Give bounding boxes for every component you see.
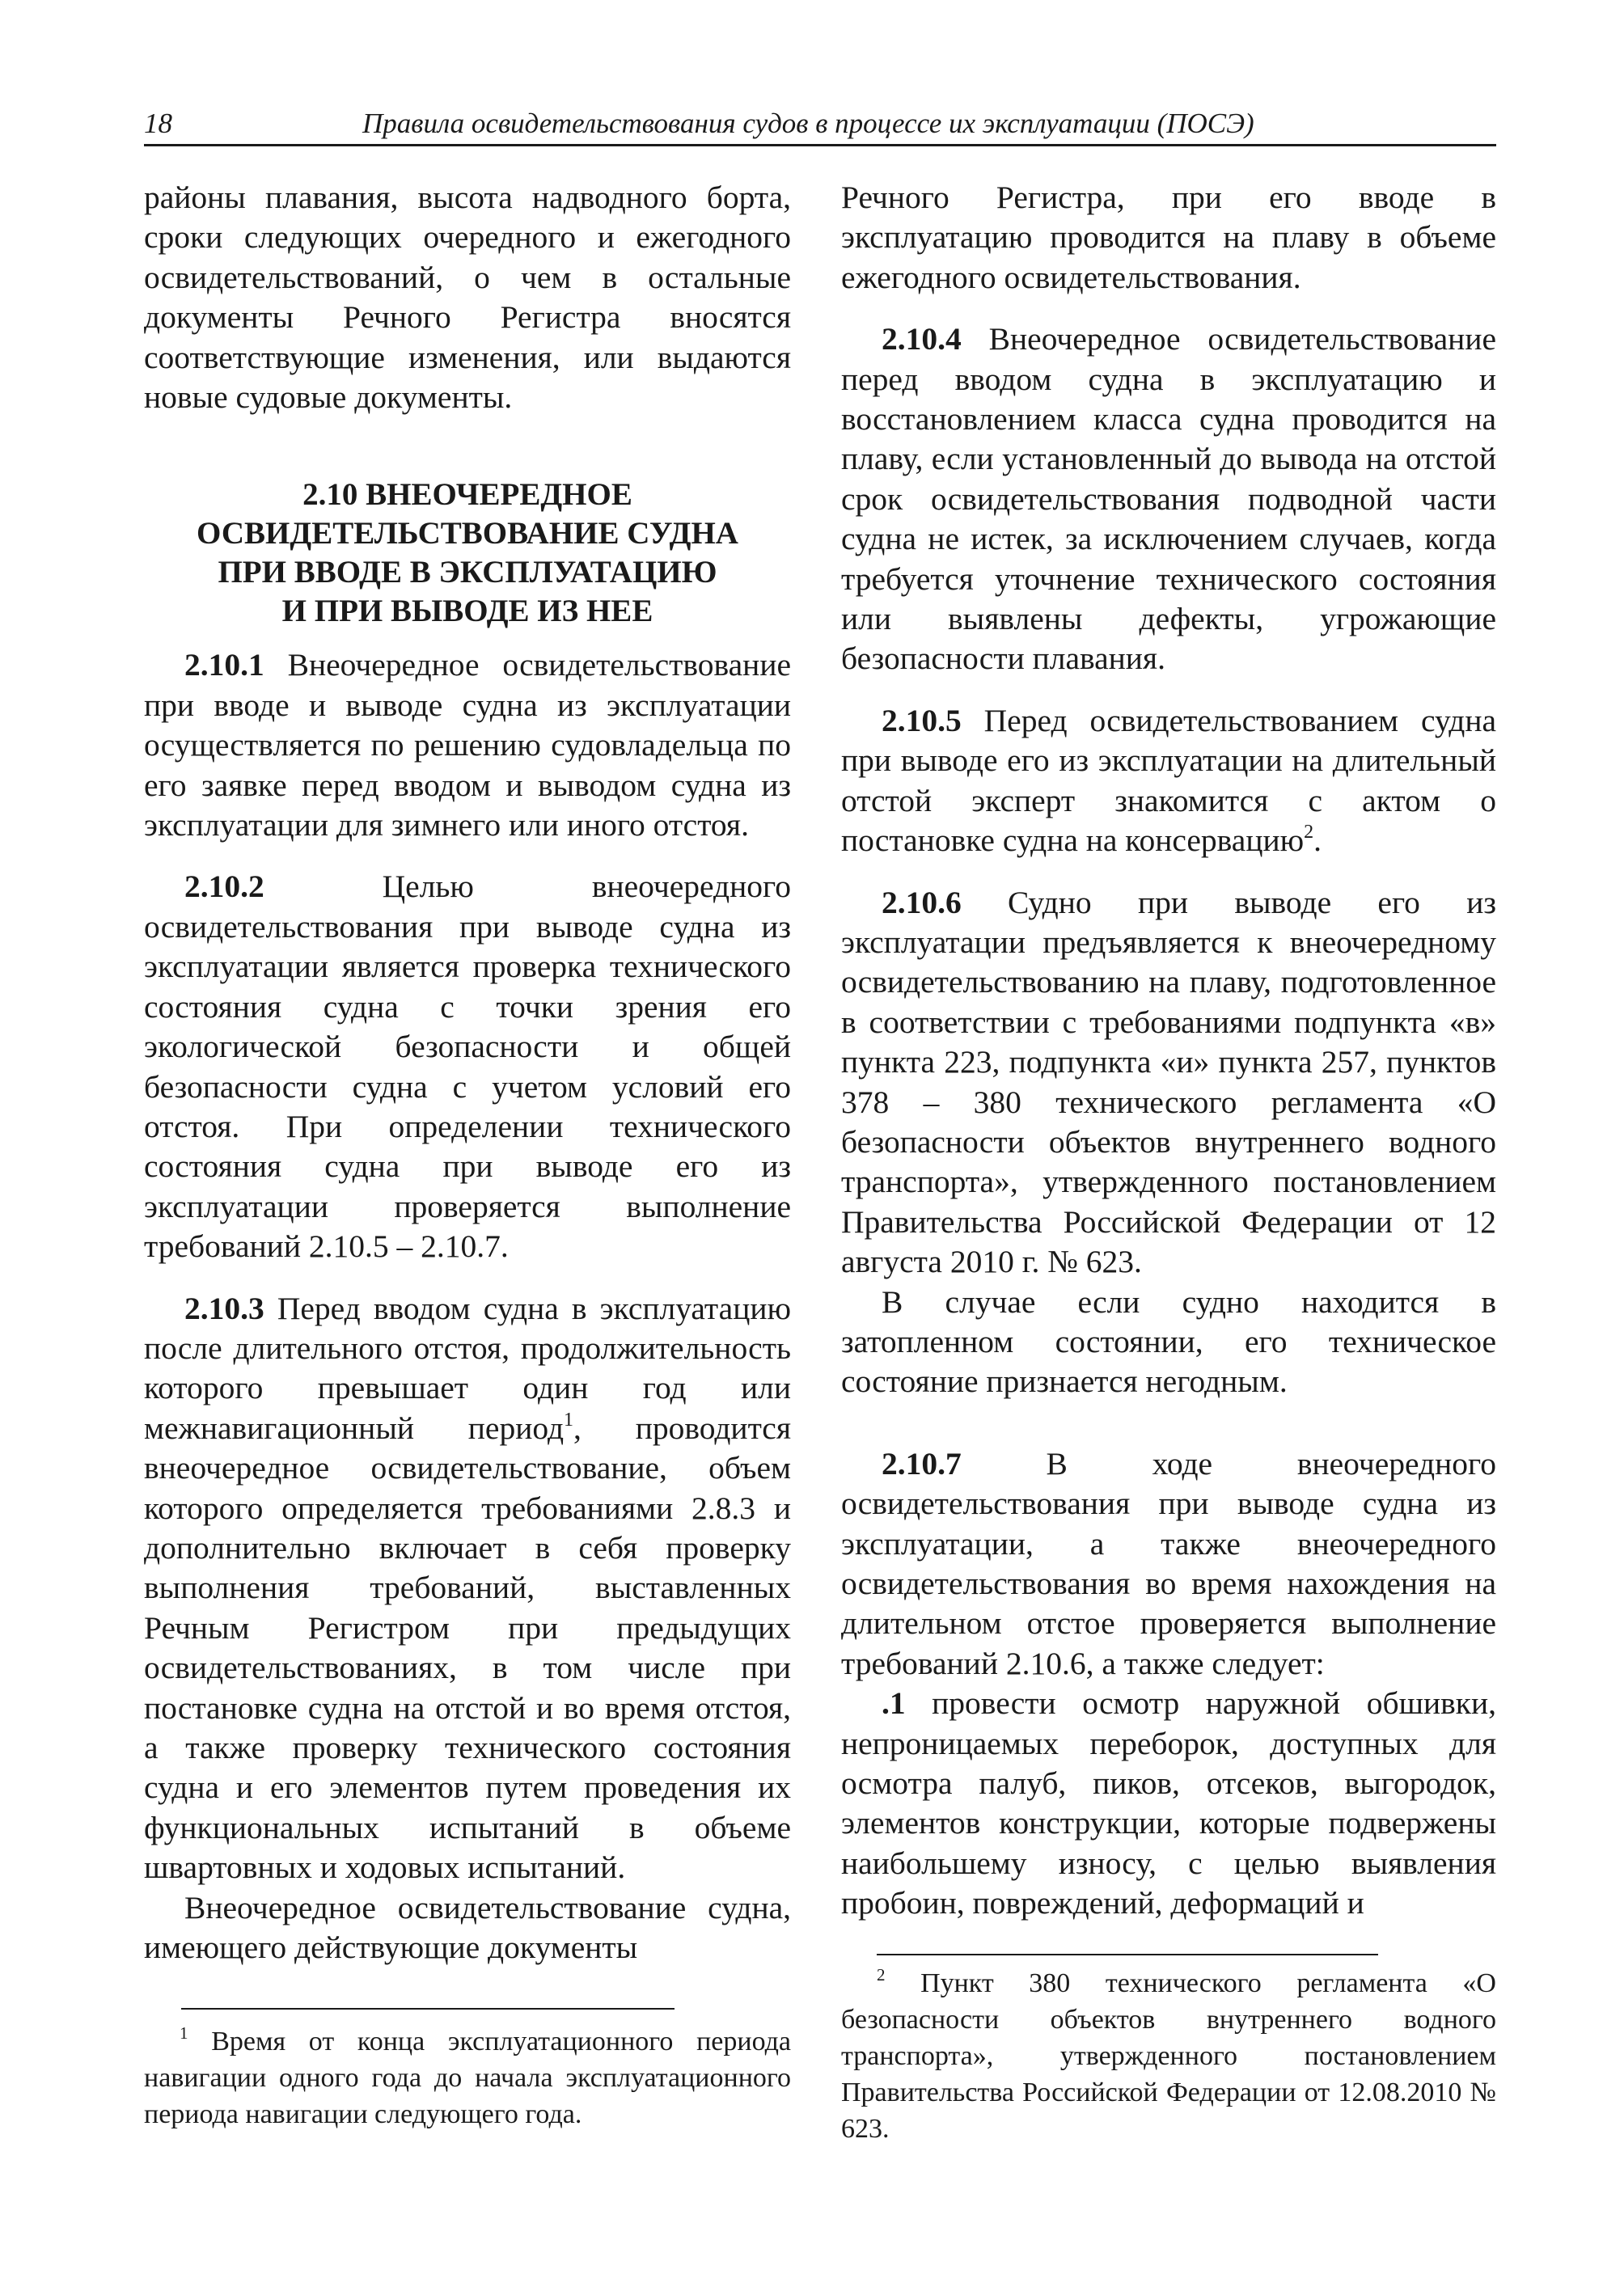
paragraph-flooded: В случае если судно находится в затопленном состоянии, его техническое состояние признается негодным.: [841, 1283, 1496, 1400]
running-header: [144, 104, 1496, 146]
paragraph-2-10-2: [144, 867, 791, 1266]
footnote-2: [841, 1965, 1496, 2147]
footnote-ref: 2: [1304, 822, 1314, 843]
clause-text: Судно при выводе его из эксплуатации предъявляется к внеочередному освидетельствованию на плаву, подготовленное в соответствии с требованиями подпункта «в» пункта 223, подпункта «и» пункта 257, пунктов 378 – 380 технического регламента «О безопасности объектов внутреннего водного транспорта», утвержденного постановлением Правительства Российской Федерации от 12 августа 2010 г. № 623.: [841, 884, 1496, 1280]
paragraph-2-10-5: [841, 701, 1496, 861]
footnote-rule: [181, 2008, 675, 2010]
clause-number: 2.10.1: [184, 647, 264, 683]
clause-number: 2.10.5: [882, 702, 962, 738]
clause-text: Внеочередное освидетельствование перед вводом судна в эксплуатацию и восстановлением класса судна проводится на плаву, если установленный до вывода на отстой срок освидетельствования подводной части судна не истек, за исключением случаев, когда требуется уточнение технического состояния или выявлены дефекты, угрожающие безопасности плавания.: [841, 321, 1496, 677]
paragraph-continuation: Речного Регистра, при его вводе в эксплуатацию проводится на плаву в объеме ежегодного освидетельствования.: [841, 180, 1496, 295]
paragraph-2-10-7: [841, 1444, 1496, 1684]
clause-end: .: [1313, 822, 1322, 859]
footnote-text: Пункт 380 технического регламента «О безопасности объектов внутреннего водного транспорта», утвержденного постановлением Правительства Российской Федерации от 12.08.2010 № 623.: [841, 1968, 1496, 2144]
list-item-1: [841, 1684, 1496, 1923]
clause-number: 2.10.7: [882, 1445, 962, 1482]
section-title: [144, 476, 791, 631]
paragraph-extra: Внеочередное освидетельствование судна, имеющего действующие документы: [144, 1889, 791, 1966]
section-title-line: И ПРИ ВЫВОДЕ ИЗ НЕЕ: [281, 594, 653, 629]
item-number: .1: [882, 1685, 906, 1722]
right-column: [841, 178, 1496, 1924]
footnote-rule: [877, 1954, 1378, 1955]
clause-text: Перед вводом судна в эксплуатацию после длительного отстоя, продолжительность которого превышает один год или межнавигационный период: [144, 1290, 791, 1446]
clause-text: Внеочередное освидетельствование при вводе и выводе судна из эксплуатации осуществляется по решению судовладельца по его заявке перед вводом и выводом судна из эксплуатации для зимнего или иного отстоя.: [144, 647, 791, 843]
clause-text: В ходе внеочередного освидетельствования при выводе судна из эксплуатации, а также внеочередного освидетельствования во время нахождения на длительном отстое проверяется выполнение требований 2.10.6, а также следует:: [841, 1445, 1496, 1681]
footnote-mark: 1: [180, 2023, 188, 2043]
paragraph-2-10-4: [841, 319, 1496, 679]
paragraph-2-10-6: [841, 883, 1496, 1283]
clause-text: Целью внеочередного освидетельствования при выводе судна из эксплуатации является проверка технического состояния судна с точки зрения его экологической безопасности и общей безопасности судна с учетом условий его отстоя. При определении технического состояния судна при выводе его из эксплуатации проверяется выполнение требований 2.10.5 – 2.10.7.: [144, 869, 791, 1265]
clause-number: 2.10.6: [882, 884, 962, 920]
section-title-line: 2.10 ВНЕОЧЕРЕДНОЕ: [302, 477, 632, 513]
clause-number: 2.10.4: [882, 321, 962, 357]
footnote-text: Время от конца эксплуатационного периода навигации одного года до начала эксплуатационного периода навигации следующего года.: [144, 2027, 791, 2129]
clause-text-cont: , проводится внеочередное освидетельствование, объем которого определяется требованиями 2.8.3 и дополнительно включает в себя проверку выполнения требований, выставленных Речным Регистром при предыдущих освидетельствованиях, в том числе при постановке судна на отстой и во время отстоя, а также проверку технического состояния судна и его элементов путем проведения их функциональных испытаний в объеме швартовных и ходовых испытаний.: [144, 1410, 792, 1886]
header-title: Правила освидетельствования судов в процессе их эксплуатации (ПОСЭ): [362, 108, 1254, 139]
left-column: [144, 178, 791, 1968]
clause-number: 2.10.2: [184, 869, 264, 905]
clause-number: 2.10.3: [184, 1290, 264, 1326]
paragraph-2-10-3: [144, 1289, 791, 1888]
paragraph-continuation: районы плавания, высота надводного борта, сроки следующих очередного и ежегодного освидетельствований, о чем в остальные документы Речного Регистра вносятся соответствующие изменения, или выдаются новые судовые документы.: [144, 180, 791, 416]
footnote-ref: 1: [564, 1409, 574, 1431]
item-text: провести осмотр наружной обшивки, непроницаемых переборок, доступных для осмотра палуб, пиков, отсеков, выгородок, элементов конструкции, которые подвержены наибольшему износу, с целью выявления пробоин, повреждений, деформаций и: [841, 1685, 1496, 1921]
clause-text: Перед освидетельствованием судна при выводе его из эксплуатации на длительный отстой эксперт знакомится с актом о постановке судна на консервацию: [841, 702, 1496, 859]
section-title-line: ОСВИДЕТЕЛЬСТВОВАНИЕ СУДНА: [197, 516, 738, 552]
footnote-1: [144, 2023, 791, 2132]
page-number: 18: [144, 108, 172, 139]
footnote-mark: 2: [877, 1965, 886, 1985]
section-title-line: ПРИ ВВОДЕ В ЭКСПЛУАТАЦИЮ: [218, 555, 717, 590]
paragraph-2-10-1: [144, 645, 791, 845]
